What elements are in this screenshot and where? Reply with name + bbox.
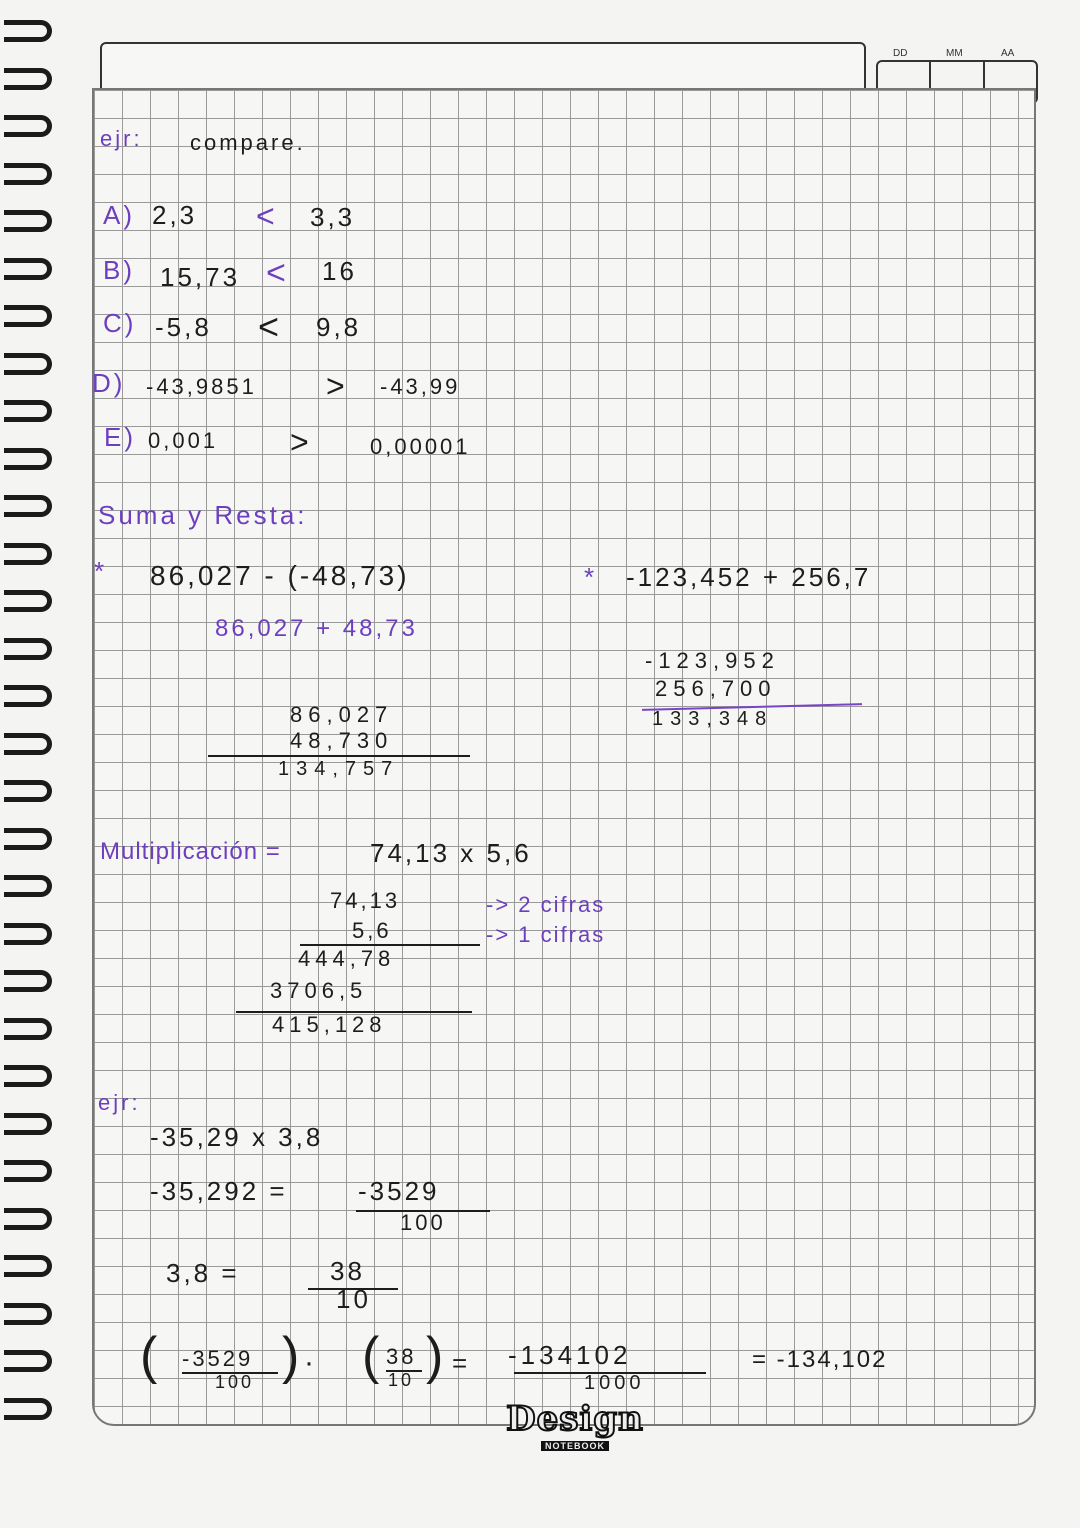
spiral-ring	[4, 875, 52, 897]
ex1-row-2: 48,730	[290, 728, 394, 753]
final-denominator: 1000	[584, 1372, 645, 1394]
paren-close: )	[282, 1327, 303, 1385]
step1-left: -35,292 =	[150, 1176, 288, 1206]
mult-partial-2: 3706,5	[270, 978, 368, 1003]
date-label-aa: AA	[1001, 48, 1015, 59]
compare-sign: <	[256, 198, 278, 234]
ex1-result: 134,757	[278, 758, 400, 780]
bullet-icon: *	[584, 562, 598, 592]
logo-main: Design	[506, 1399, 644, 1439]
spiral-ring	[4, 1160, 52, 1182]
spiral-ring	[4, 1208, 52, 1230]
logo-sub: NOTEBOOK	[541, 1441, 609, 1451]
spiral-ring	[4, 1255, 52, 1277]
compare-prefix: ejr:	[100, 126, 143, 151]
step2-left: 3,8 =	[166, 1258, 240, 1288]
spiral-ring	[4, 543, 52, 565]
final-a-denominator: 100	[215, 1372, 255, 1392]
spiral-ring	[4, 400, 52, 422]
suma-resta-title: Suma y Resta:	[98, 500, 308, 530]
compare-right: 3,3	[310, 202, 356, 232]
final-b-denominator: 10	[388, 1370, 415, 1390]
mult-partial-1: 444,78	[298, 946, 396, 971]
compare-label: A)	[103, 200, 135, 230]
notebook-spiral	[0, 20, 60, 1440]
compare-left: -43,9851	[146, 374, 257, 399]
ex1-sum-line	[208, 755, 470, 757]
spiral-ring	[4, 115, 52, 137]
spiral-ring	[4, 1113, 52, 1135]
compare-right: 16	[322, 256, 357, 286]
compare-label: E)	[104, 422, 136, 452]
spiral-ring	[4, 258, 52, 280]
final-numerator: -134102	[508, 1340, 632, 1370]
spiral-ring	[4, 448, 52, 470]
mult-note-1: -> 2 cifras	[486, 892, 606, 917]
step1-denominator: 100	[400, 1210, 446, 1235]
spiral-ring	[4, 210, 52, 232]
compare-left: 15,73	[160, 262, 241, 292]
final-b-numerator: 38	[386, 1344, 417, 1369]
compare-label: C)	[103, 308, 137, 338]
spiral-ring	[4, 685, 52, 707]
step1-numerator: -3529	[358, 1176, 440, 1206]
compare-left: 2,3	[152, 200, 198, 230]
spiral-ring	[4, 970, 52, 992]
compare-sign: >	[290, 424, 312, 460]
compare-sign: >	[326, 368, 348, 404]
ex1-expression: 86,027 - (-48,73)	[150, 560, 410, 591]
ejercicio-expression: -35,29 x 3,8	[150, 1122, 324, 1152]
spiral-ring	[4, 495, 52, 517]
spiral-ring	[4, 638, 52, 660]
ex1-rewrite: 86,027 + 48,73	[215, 615, 418, 642]
spiral-ring	[4, 1303, 52, 1325]
date-label-dd: DD	[893, 48, 908, 59]
bullet-icon: *	[94, 556, 108, 586]
final-dot: ·	[304, 1346, 317, 1379]
date-label-mm: MM	[946, 48, 963, 59]
spiral-ring	[4, 353, 52, 375]
spiral-ring	[4, 780, 52, 802]
ejercicio-title: ejr:	[98, 1090, 141, 1115]
compare-right: 0,00001	[370, 434, 471, 459]
compare-sign: <	[258, 306, 283, 347]
spiral-ring	[4, 733, 52, 755]
spiral-ring	[4, 20, 52, 42]
compare-left: 0,001	[148, 428, 219, 453]
paren-open: (	[140, 1327, 161, 1385]
paren-open: (	[362, 1327, 383, 1385]
compare-label: D)	[92, 368, 126, 398]
spiral-ring	[4, 923, 52, 945]
ex2-row-1: -123,952	[645, 648, 780, 673]
step2-numerator: 38	[330, 1256, 365, 1286]
ex2-row-2: 256,700	[655, 676, 777, 701]
design-notebook-logo	[500, 1399, 650, 1451]
spiral-ring	[4, 1398, 52, 1420]
compare-label: B)	[103, 255, 135, 285]
mult-row-1: 74,13	[330, 888, 401, 913]
spiral-ring	[4, 1065, 52, 1087]
step2-denominator: 10	[336, 1284, 371, 1314]
ex2-result: 133,348	[652, 708, 774, 730]
compare-sign: <	[266, 254, 289, 292]
final-equals: =	[452, 1348, 471, 1378]
multiplicacion-title: Multiplicación =	[100, 838, 281, 865]
spiral-ring	[4, 305, 52, 327]
compare-right: 9,8	[316, 312, 362, 342]
mult-note-2: -> 1 cifras	[486, 922, 606, 947]
spiral-ring	[4, 163, 52, 185]
final-a-numerator: -3529	[182, 1346, 254, 1371]
ex2-expression: -123,452 + 256,7	[626, 562, 872, 592]
paren-close: )	[426, 1327, 447, 1385]
spiral-ring	[4, 590, 52, 612]
mult-row-2: 5,6	[352, 918, 392, 943]
mult-result: 415,128	[272, 1012, 387, 1037]
spiral-ring	[4, 1018, 52, 1040]
spiral-ring	[4, 68, 52, 90]
spiral-ring	[4, 828, 52, 850]
compare-title: compare.	[190, 130, 306, 155]
final-result: = -134,102	[752, 1346, 888, 1373]
ex1-row-1: 86,027	[290, 702, 394, 727]
spiral-ring	[4, 1350, 52, 1372]
compare-right: -43,99	[380, 374, 461, 399]
multiplicacion-expression: 74,13 x 5,6	[370, 838, 532, 868]
compare-left: -5,8	[155, 312, 212, 342]
